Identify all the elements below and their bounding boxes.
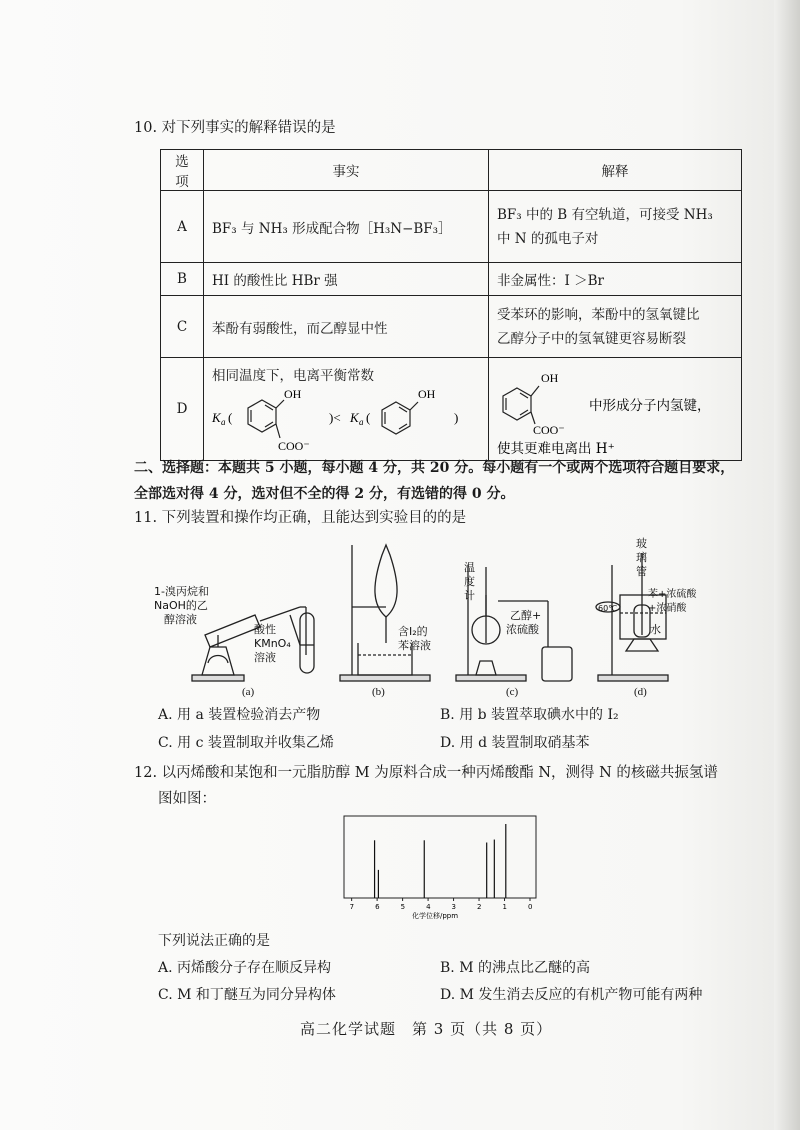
lparen-right: ( [366,410,371,425]
row-c-exp-line2: 乙醇分子中的氢氧键更容易断裂 [497,330,686,347]
nmr-tick-label-2: 5 [400,903,406,911]
label-b2: 苯溶液 [398,639,431,652]
q11-stem: 11. 下列装置和操作均正确，且能达到实验目的的是 [134,510,467,526]
label-d1: 玻 [636,537,647,550]
header-explanation: 解释 [489,150,742,191]
ka-sub-left: a [221,417,226,427]
nmr-tick-label-6: 1 [502,903,507,911]
q12-question: 下列说法正确的是 [158,933,270,949]
label-d5: +浓硝酸 [648,603,687,614]
header-option: 选项 [161,150,204,191]
label-c4: 乙醇+ [510,609,542,622]
table-row-d [161,358,742,461]
oh-label-right: OH [418,387,436,401]
oh-label-exp: OH [541,371,559,385]
salicylate-structure [248,400,284,438]
apparatus-figure [150,535,697,700]
q10-table [160,149,742,461]
q10-stem: 10. 对下列事实的解释错误的是 [134,120,336,136]
q12-option-b: B. M 的沸点比乙醚的高 [440,960,590,976]
label-a6: 溶液 [254,651,276,664]
nmr-tick-label-7: 0 [528,903,533,911]
row-b-fact: HI 的酸性比 HBr 强 [204,263,489,296]
row-a-explanation [489,191,742,263]
row-c-exp-line1: 受苯环的影响，苯酚中的氢氧键比 [497,306,700,323]
row-d-fact-line1: 相同温度下，电离平衡常数 [212,368,374,384]
q12-option-a: A. 丙烯酸分子存在顺反异构 [158,960,332,976]
q12-option-d: D. M 发生消去反应的有机产物可能有两种 [440,987,703,1003]
label-d6: 水 [650,623,661,636]
ka-sub-right: a [359,417,364,427]
apparatus-b [340,545,430,681]
nmr-spectrum-chart [340,812,550,920]
q12-stem-line2: 图如图： [158,791,216,807]
q12-option-c: C. M 和丁醚互为同分异构体 [158,987,336,1003]
row-c-option: C [161,296,204,358]
caption-d: (d) [634,686,647,698]
row-d-option: D [161,358,204,461]
row-d-explanation [489,358,742,461]
row-a-exp-line2: 中 N 的孤电子对 [497,230,599,247]
ka-comparison-diagram [204,358,472,461]
label-a1: 1-溴丙烷和 [154,585,209,598]
row-a-exp-line1: BF₃ 中的 B 有空轨道，可接受 NH₃ [497,206,713,223]
nmr-peaks [375,824,506,898]
row-b-explanation: 非金属性：I ＞Br [489,263,742,296]
label-c1: 温 [464,561,475,574]
coo-label-exp: COO⁻ [533,423,565,437]
q11-option-b: B. 用 b 装置萃取碘水中的 I₂ [440,707,619,723]
nmr-tick-label-0: 7 [349,903,355,911]
nmr-ticks [350,898,533,911]
caption-a: (a) [242,686,255,698]
label-c5: 浓硫酸 [506,623,539,636]
label-a3: 醇溶液 [164,613,197,626]
exp-mid-text: 中形成分子内氢键， [589,398,711,414]
row-a-option: A [161,191,204,263]
phenol-structure [382,402,418,434]
q11-option-d: D. 用 d 装置制取硝基苯 [440,735,590,751]
row-c-explanation [489,296,742,358]
row-d-fact [204,358,489,461]
section2-instructions [134,455,754,507]
q11-option-c: C. 用 c 装置制取并收集乙烯 [158,735,334,751]
nmr-tick-label-1: 6 [375,903,380,911]
exp-end-text: 使其更难电离出 H⁺ [497,441,615,457]
nmr-tick-label-4: 3 [451,903,457,911]
label-d7: 60℃ [598,604,618,613]
label-a2: NaOH的乙 [154,599,208,612]
label-a4: 酸性 [254,623,276,636]
section2-line2: 全部选对得 4 分，选对但不全的得 2 分，有选错的得 0 分。 [134,486,515,502]
apparatus-a [192,607,314,681]
caption-b: (b) [372,686,385,698]
row-c-fact: 苯酚有弱酸性，而乙醇显中性 [204,296,489,358]
ka-symbol-right: K [350,410,359,425]
oh-label-left: OH [284,387,302,401]
label-b1: 含I₂的 [398,625,428,638]
nmr-tick-label-3: 4 [426,903,431,911]
label-d2: 璃 [636,551,647,564]
ka-symbol-left: K [212,410,221,425]
q11-option-a: A. 用 a 装置检验消去产物 [158,707,321,723]
salicylate-explanation-structure [489,358,759,461]
lparen-left: ( [228,410,233,425]
rparen-right: ) [454,410,459,425]
label-a5: KMnO₄ [254,637,291,650]
nmr-xlabel: 化学位移/ppm [412,912,459,920]
header-fact: 事实 [204,150,489,191]
table-row-b [161,263,742,296]
apparatus-d [596,553,668,681]
table-row-c [161,296,742,358]
label-c3: 计 [464,589,475,602]
label-d4: 苯+浓硫酸 [648,589,697,600]
row-b-option: B [161,263,204,296]
section2-line1: 二、选择题：本题共 5 小题，每小题 4 分，共 20 分。每小题有一个或两个选项符合题目要求， [134,460,735,476]
nmr-axis-frame [344,816,536,898]
label-d3: 管 [636,565,647,578]
nmr-tick-label-5: 2 [477,903,482,911]
caption-c: (c) [506,686,519,698]
less-than-sign: )< [329,410,341,425]
row-a-fact: BF₃ 与 NH₃ 形成配合物［H₃N−BF₃］ [204,191,489,263]
page-footer: 高二化学试题 第 3 页（共 8 页） [300,1020,553,1038]
q12-stem-line1: 12. 以丙烯酸和某饱和一元脂肪醇 M 为原料合成一种丙烯酸酯 N，测得 N 的核磁共振氢谱 [134,765,718,781]
table-row-a [161,191,742,263]
label-c2: 度 [464,575,475,588]
coo-label-left: COO⁻ [278,439,310,453]
page-edge-shadow [774,0,800,1130]
